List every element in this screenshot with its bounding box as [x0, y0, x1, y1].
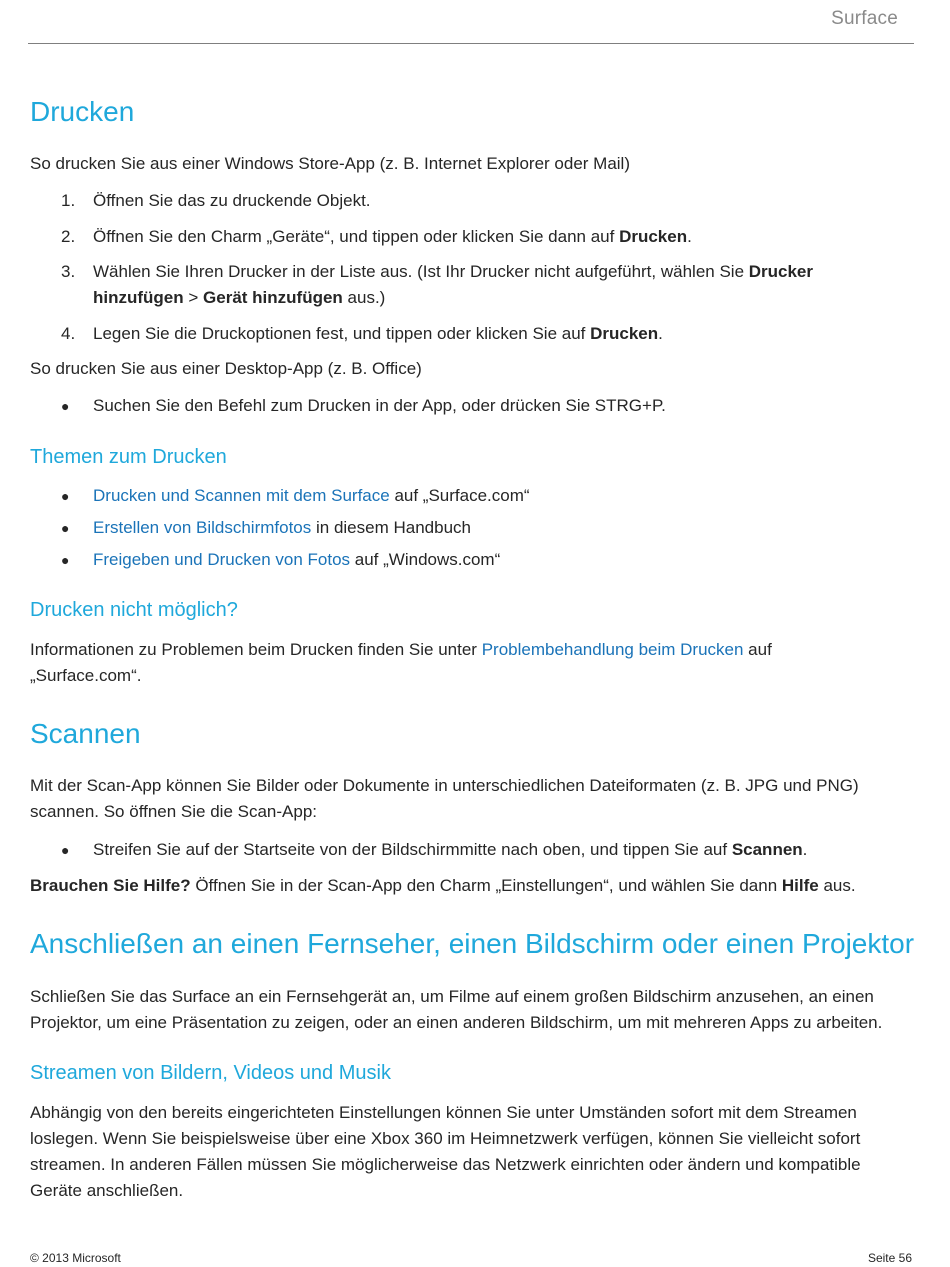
bullet-text — [93, 837, 883, 863]
bullet-icon: ● — [61, 398, 70, 414]
section-title-nicht-moeglich: Drucken nicht möglich? — [30, 599, 238, 621]
topic-rest: auf „Surface.com“ — [389, 486, 530, 505]
step-number: 3. — [61, 262, 76, 281]
text-post: auf „Surface.com“. — [30, 640, 772, 685]
step-text-post: . — [687, 227, 692, 246]
step-bold-2: Gerät hinzufügen — [203, 288, 343, 307]
topic-text — [93, 515, 883, 541]
help-post: aus. — [818, 876, 856, 895]
scannen-intro: Mit der Scan-App können Sie Bilder oder Dokumente in unterschiedlichen Dateiformaten (z. B. JPG und PNG) scannen. So öffnen Sie die Scan-App: — [30, 776, 859, 821]
bullet-icon: ● — [61, 488, 70, 504]
topic-link[interactable]: Freigeben und Drucken von Fotos — [93, 550, 351, 569]
step-bold: Drucken — [590, 324, 659, 343]
bullet-text-pre: Streifen Sie auf der Startseite von der Bildschirmmitte nach oben, und tippen Sie auf — [93, 840, 732, 859]
step-bold: Drucken — [619, 227, 688, 246]
topic-rest: auf „Windows.com“ — [350, 550, 501, 569]
step-text-pre: Öffnen Sie das zu druckende Objekt. — [93, 191, 371, 210]
step-text — [93, 224, 883, 250]
bullet-bold: Scannen — [731, 840, 803, 859]
bullet-text-post: . — [802, 840, 808, 859]
step-bold: Drucker hinzufügen — [93, 262, 814, 307]
topic-link[interactable]: Drucken und Scannen mit dem Surface — [93, 486, 390, 505]
section-title-anschliessen: Anschließen an einen Fernseher, einen Bildschirm oder einen Projektor — [30, 928, 915, 959]
streamen-text: Abhängig von den bereits eingerichteten Einstellungen können Sie unter Umständen sofort mit dem Streamen loslegen. Wenn Sie beispielsweise über eine Xbox 360 im Heimnetzwerk verfügen, können Sie vielleicht sofort streamen. In anderen Fällen müssen Sie möglicherweise das Netzwerk einrichten oder ändern und kompatible Geräte anschließen. — [30, 1103, 861, 1200]
topic-link[interactable]: Erstellen von Bildschirmfotos — [93, 518, 312, 537]
intro-store-app: So drucken Sie aus einer Windows Store-App (z. B. Internet Explorer oder Mail) — [30, 154, 630, 173]
text-pre: Informationen zu Problemen beim Drucken finden Sie unter — [30, 640, 482, 659]
topic-text — [93, 547, 883, 573]
footer-copyright: © 2013 Microsoft — [30, 1251, 121, 1265]
step-number: 2. — [61, 227, 76, 246]
bullet-text: Suchen Sie den Befehl zum Drucken in der App, oder drücken Sie STRG+P. — [93, 396, 666, 415]
step-text-pre: Wählen Sie Ihren Drucker in der Liste aus. (Ist Ihr Drucker nicht aufgeführt, wählen Sie — [93, 262, 749, 281]
topic-text — [93, 483, 883, 509]
help-bold-2: Hilfe — [781, 876, 819, 895]
scan-help-text — [30, 873, 910, 899]
intro-desktop-app: So drucken Sie aus einer Desktop-App (z. B. Office) — [30, 359, 422, 378]
step-text — [93, 188, 883, 214]
step-text-post: . — [658, 324, 663, 343]
nicht-moeglich-text — [30, 637, 830, 689]
step-text — [93, 259, 883, 311]
section-title-themen: Themen zum Drucken — [30, 446, 227, 468]
help-mid: Öffnen Sie in der Scan-App den Charm „Einstellungen“, und wählen Sie dann — [190, 876, 782, 895]
footer-page-number: Seite 56 — [867, 1251, 912, 1265]
section-title-scannen: Scannen — [30, 718, 141, 749]
header-divider — [28, 43, 914, 44]
brand-logo-text: Surface — [831, 8, 898, 29]
step-number: 1. — [61, 191, 76, 210]
section-title-drucken: Drucken — [30, 96, 135, 127]
help-bold: Brauchen Sie Hilfe? — [30, 876, 191, 895]
bullet-icon: ● — [61, 552, 70, 568]
step-text-pre: Legen Sie die Druckoptionen fest, und tippen oder klicken Sie auf — [93, 324, 591, 343]
step-text-mid: > — [183, 288, 204, 307]
step-text — [93, 321, 883, 347]
troubleshoot-link[interactable]: Problembehandlung beim Drucken — [481, 640, 744, 659]
anschliessen-text: Schließen Sie das Surface an ein Fernsehgerät an, um Filme auf einem großen Bildschirm anzusehen, an einen Projektor, um eine Präsentation zu zeigen, oder an einen anderen Bildschirm, um mit mehreren Apps zu arbeiten. — [30, 987, 883, 1032]
topic-rest: in diesem Handbuch — [311, 518, 471, 537]
step-text-pre: Öffnen Sie den Charm „Geräte“, und tippen oder klicken Sie dann auf — [93, 227, 620, 246]
bullet-icon: ● — [61, 520, 70, 536]
bullet-icon: ● — [61, 842, 70, 858]
step-text-post: aus.) — [342, 288, 386, 307]
section-title-streamen: Streamen von Bildern, Videos und Musik — [30, 1062, 391, 1084]
step-number: 4. — [61, 324, 76, 343]
